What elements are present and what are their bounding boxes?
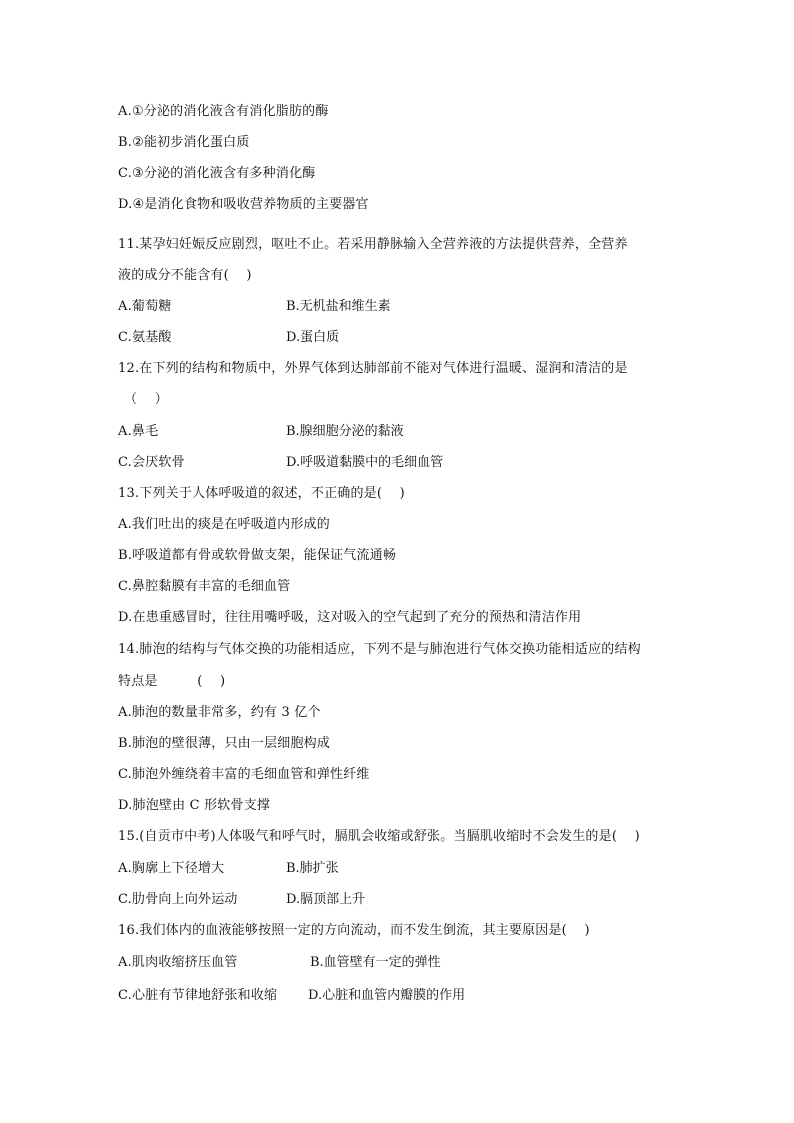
q14-stem-line2: 特点是 ( ) [118, 674, 226, 689]
q12-stem-line1: 12.在下列的结构和物质中，外界气体到达肺部前不能对气体进行温暖、湿润和清洁的是 [118, 361, 628, 376]
q14-option-c: C.肺泡外缠绕着丰富的毛细血管和弹性纤维 [118, 767, 370, 782]
q13-option-b: B.呼吸道都有骨或软骨做支架，能保证气流通畅 [118, 548, 397, 563]
q11-option-b: B.无机盐和维生素 [286, 299, 391, 314]
q10-option-c: C.③分泌的消化液含有多种消化酶 [118, 166, 316, 181]
q16-stem: 16.我们体内的血液能够按照一定的方向流动，而不发生倒流，其主要原因是( ) [118, 923, 590, 938]
q11-stem-line2: 液的成分不能含有( ) [118, 268, 252, 283]
q15-stem: 15.(自贡市中考)人体吸气和呼气时，膈肌会收缩或舒张。当膈肌收缩时不会发生的是( ) [118, 829, 640, 844]
q14-option-b: B.肺泡的壁很薄，只由一层细胞构成 [118, 736, 331, 751]
q15-option-b: B.肺扩张 [286, 861, 339, 876]
q13-option-a: A.我们吐出的痰是在呼吸道内形成的 [118, 517, 330, 532]
q13-option-d: D.在患重感冒时，往往用嘴呼吸，这对吸入的空气起到了充分的预热和清洁作用 [118, 610, 582, 625]
q11-stem-line1: 11.某孕妇妊娠反应剧烈，呕吐不止。若采用静脉输入全营养液的方法提供营养，全营养 [118, 237, 628, 252]
q12-option-c: C.会厌软骨 [118, 455, 185, 470]
q15-option-a: A.胸廓上下径增大 [118, 861, 225, 876]
q12-option-b: B.腺细胞分泌的黏液 [286, 424, 404, 439]
q11-option-d: D.蛋白质 [286, 330, 340, 345]
q12-stem-line2: （ ） [124, 392, 168, 407]
q14-option-d: D.肺泡壁由 C 形软骨支撑 [118, 798, 271, 813]
q16-option-a: A.肌肉收缩挤压血管 [118, 955, 238, 970]
q13-option-c: C.鼻腔黏膜有丰富的毛细血管 [118, 579, 291, 594]
q14-option-a: A.肺泡的数量非常多，约有 3 亿个 [118, 705, 321, 720]
q11-option-a: A.葡萄糖 [118, 299, 172, 314]
q12-option-d: D.呼吸道黏膜中的毛细血管 [286, 455, 444, 470]
q16-option-d: D.心脏和血管内瓣膜的作用 [308, 988, 466, 1003]
q11-option-c: C.氨基酸 [118, 330, 172, 345]
q15-option-c: C.肋骨向上向外运动 [118, 892, 238, 907]
q16-option-b: B.血管壁有一定的弹性 [310, 955, 441, 970]
q16-option-c: C.心脏有节律地舒张和收缩 [118, 988, 278, 1003]
q12-option-a: A.鼻毛 [118, 424, 159, 439]
q13-stem: 13.下列关于人体呼吸道的叙述，不正确的是( ) [118, 486, 405, 501]
q10-option-d: D.④是消化食物和吸收营养物质的主要器官 [118, 197, 369, 212]
q10-option-a: A.①分泌的消化液含有消化脂肪的酶 [118, 104, 329, 119]
q14-stem-line1: 14.肺泡的结构与气体交换的功能相适应，下列不是与肺泡进行气体交换功能相适应的结构 [118, 642, 641, 657]
q15-option-d: D.膈顶部上升 [286, 892, 366, 907]
q10-option-b: B.②能初步消化蛋白质 [118, 135, 250, 150]
